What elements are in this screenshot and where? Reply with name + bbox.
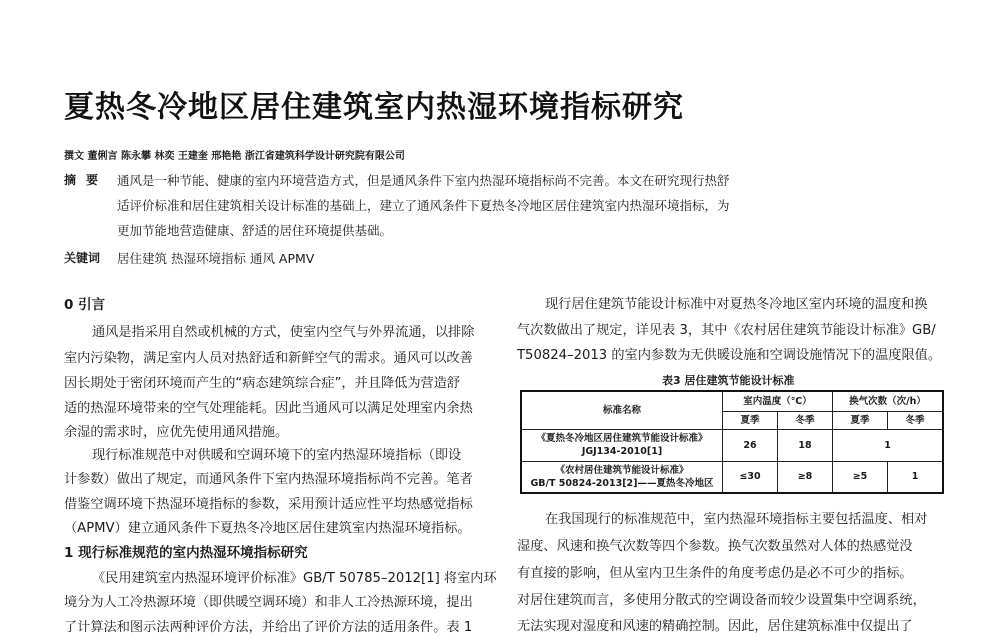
author-line: 撰文 董俐言 陈永攀 林奕 王建奎 邢艳艳 浙江省建筑科学设计研究院有限公司 [64, 151, 405, 162]
table-cell: ≥8 [778, 461, 833, 493]
standards-table [520, 390, 944, 494]
table-cell: ≥5 [833, 461, 888, 493]
body-line: 在我国现行的标准规范中，室内热湿环境指标主要包括温度、相对 [545, 512, 928, 527]
keywords-label: 关键词 [64, 251, 101, 265]
abstract-line: 适评价标准和居住建筑相关设计标准的基础上，建立了通风条件下夏热冬冷地区居住建筑室内热湿环境指标，为 [117, 198, 730, 213]
body-line: 境分为人工冷热源环境（即供暖空调环境）和非人工冷热源环境，提出 [64, 595, 473, 610]
body-line: 了计算法和图示法两种评价方法，并给出了评价方法的适用条件。表 1 [64, 620, 473, 635]
body-line: 气次数做出了规定，详见表 3，其中《农村居住建筑节能设计标准》GB/ [517, 323, 936, 338]
body-line: 现行标准规范中对供暖和空调环境下的室内热湿环境指标（即设 [92, 448, 462, 463]
body-line: 湿度、风速和换气次数等四个参数。换气次数虽然对人体的热感觉没 [517, 539, 913, 554]
standard-title: 《农村居住建筑节能设计标准》 [555, 464, 689, 476]
body-line: 无法实现对湿度和风速的精确控制。因此，居住建筑标准中仅提出了 [517, 619, 913, 634]
table-header-winter: 冬季 [778, 411, 833, 429]
abstract-line: 通风是一种节能、健康的室内环境营造方式，但是通风条件下室内热湿环境指标尚不完善。本文在研究现行热舒 [117, 173, 730, 188]
table-header-summer: 夏季 [833, 411, 888, 429]
table-header-summer: 夏季 [723, 411, 778, 429]
table-row [521, 429, 943, 461]
section-heading-intro: 0 引言 [64, 297, 106, 313]
body-line: 计参数）做出了规定，而通风条件下室内热湿环境指标尚不完善。笔者 [64, 472, 473, 487]
abstract-line: 更加节能地营造健康、舒适的居住环境提供基础。 [117, 223, 393, 238]
body-line: 现行居住建筑节能设计标准中对夏热冬冷地区室内环境的温度和换 [545, 297, 928, 312]
body-line: 适的热湿环境带来的空气处理能耗。因此当通风可以满足处理室内余热 [64, 401, 473, 416]
table-header-winter: 冬季 [888, 411, 944, 429]
table-header-name: 标准名称 [521, 391, 723, 429]
table-cell: 18 [778, 429, 833, 461]
abstract-label: 摘要 [64, 173, 109, 187]
body-line: 通风是指采用自然或机械的方式，使室内空气与外界流通，以排除 [92, 325, 475, 340]
table-cell: 1 [888, 461, 944, 493]
body-line: 有直接的影响，但从室内卫生条件的角度考虑仍是必不可少的指标。 [517, 566, 913, 581]
body-line: 借鉴空调环境下热湿环境指标的参数，采用预计适应性平均热感觉指标 [64, 497, 473, 512]
table-cell: 1 [833, 429, 944, 461]
body-line: 余湿的需求时，应优先使用通风措施。 [64, 425, 289, 440]
table-cell-name [521, 429, 723, 461]
table-row [521, 461, 943, 493]
body-line: T50824–2013 的室内参数为无供暖设施和空调设施情况下的温度限值。 [517, 348, 942, 363]
body-line: 因长期处于密闭环境而产生的“病态建筑综合症”，并且降低为营造舒 [64, 376, 461, 391]
table-cell: ≤30 [723, 461, 778, 493]
table-cell-name [521, 461, 723, 493]
body-line: 室内污染物，满足室内人员对热舒适和新鲜空气的需求。通风可以改善 [64, 351, 473, 366]
body-line: 《民用建筑室内热湿环境评价标准》GB/T 50785–2012[1] 将室内环 [92, 571, 497, 586]
standard-title: 《夏热冬冷地区居住建筑节能设计标准》 [536, 433, 708, 444]
standard-code: JGJ134-2010[1] [581, 446, 663, 457]
table-header-ach: 换气次数（次/h） [833, 391, 944, 411]
section-heading-1: 1 现行标准规范的室内热湿环境指标研究 [64, 545, 308, 561]
standard-code: GB/T 50824-2013[2]——夏热冬冷地区 [530, 477, 714, 489]
table-caption: 表3 居住建筑节能设计标准 [662, 374, 795, 387]
body-line: 对居住建筑而言，多使用分散式的空调设备而较少设置集中空调系统， [517, 593, 926, 608]
table-cell: 26 [723, 429, 778, 461]
table-header-temp: 室内温度（℃） [723, 391, 833, 411]
paper-title: 夏热冬冷地区居住建筑室内热湿环境指标研究 [64, 90, 684, 125]
body-line: （APMV）建立通风条件下夏热冬冷地区居住建筑室内热湿环境指标。 [64, 521, 471, 536]
keywords-text: 居住建筑 热湿环境指标 通风 APMV [117, 251, 315, 266]
